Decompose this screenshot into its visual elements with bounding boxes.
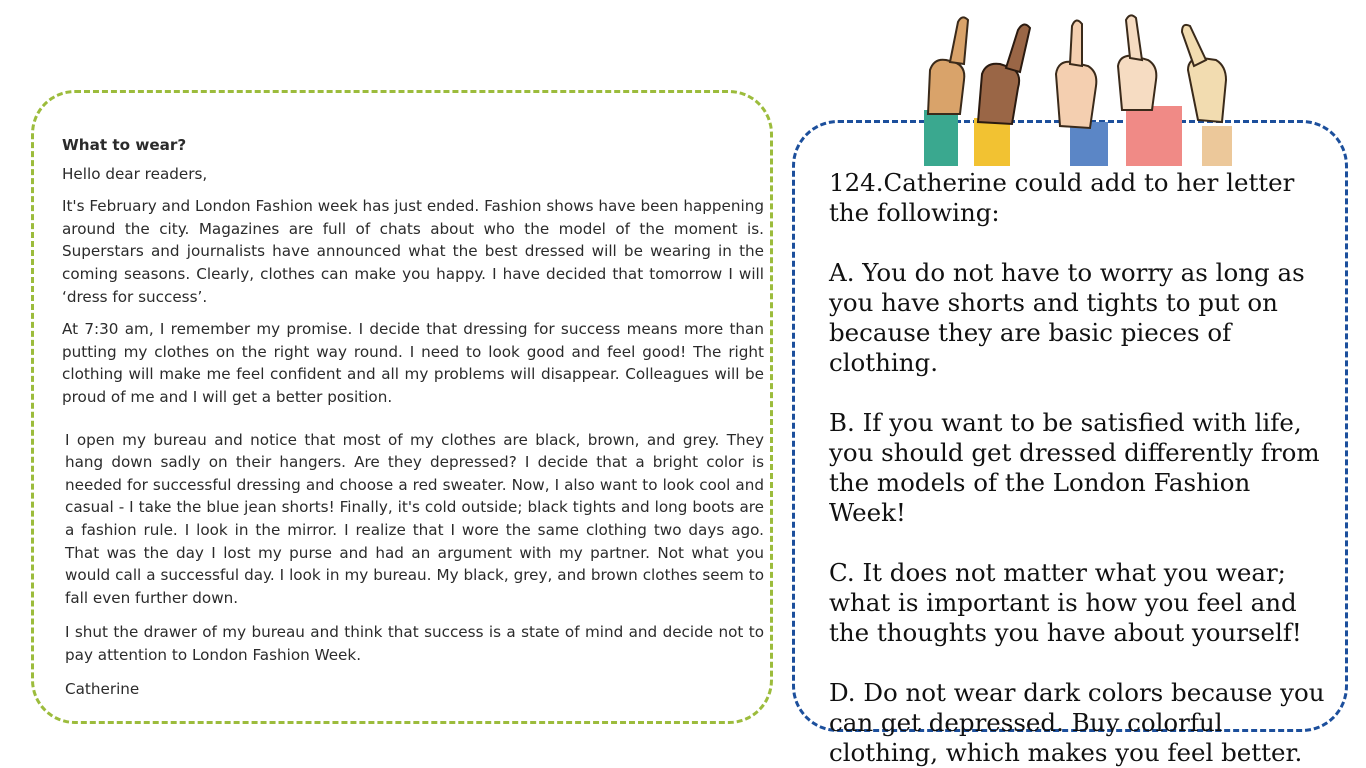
thumb-hand-1 bbox=[924, 17, 968, 166]
letter-paragraph-3: I open my bureau and notice that most of my clothes are black, brown, and grey. They hang down sadly on their hangers. Are they depressed? I decide that a bright color is needed for successful dressing and choose a red sweater. Now, I also want to look cool and casual - I take the blue jean shorts! Finally, it's cold outside; black tights and long boots are a fashion rule. I look in the mirror. I realize that I wore the same clothing two days ago. That was the day I lost my purse and had an argument with my partner. Not what you would call a successful day. I look in my bureau. My black, grey, and brown clothes seem to fall even further down. bbox=[65, 430, 764, 607]
letter-text bbox=[62, 134, 764, 701]
letter-paragraph-2: At 7:30 am, I remember my promise. I decide that dressing for success means more than putting my clothes on the right way round. I need to look good and feel good! The right clothing will make me feel confident and all my problems will disappear. Colleagues will be proud of me and I will get a better position. bbox=[62, 320, 764, 406]
option-d: D. Do not wear dark colors because you can get depressed. Buy colorful clothing, which makes you feel better. bbox=[829, 678, 1325, 767]
thumb-hand-2 bbox=[974, 24, 1030, 166]
letter-title: What to wear? bbox=[62, 136, 187, 154]
option-c: C. It does not matter what you wear; what is important is how you feel and the thoughts you have about yourself! bbox=[829, 558, 1302, 647]
thumb-hand-4 bbox=[1118, 15, 1182, 166]
letter-greeting: Hello dear readers, bbox=[62, 164, 208, 183]
question-stem: 124.Catherine could add to her letter the following: bbox=[829, 168, 1295, 227]
letter-paragraph-1: It's February and London Fashion week has just ended. Fashion shows have been happening around the city. Magazines are full of chats about who the model of the moment is. Superstars and journalists have announced what the best dressed will be wearing in the coming seasons. Clearly, clothes can make you happy. I have decided that tomorrow I will ‘dress for success’. bbox=[62, 197, 764, 306]
thumb-hand-5 bbox=[1182, 25, 1232, 166]
letter-paragraph-4: I shut the drawer of my bureau and think that success is a state of mind and decide not to pay attention to London Fashion Week. bbox=[65, 623, 764, 664]
thumb-hand-3 bbox=[1056, 20, 1108, 166]
option-b: B. If you want to be satisfied with life, you should get dressed differently from the models of the London Fashion Week! bbox=[829, 408, 1320, 527]
option-a: A. You do not have to worry as long as you have shorts and tights to put on because they are basic pieces of clothing. bbox=[829, 258, 1305, 377]
letter-signature: Catherine bbox=[65, 680, 140, 699]
question-block bbox=[829, 168, 1329, 768]
thumbs-up-hands-icon bbox=[920, 10, 1240, 166]
